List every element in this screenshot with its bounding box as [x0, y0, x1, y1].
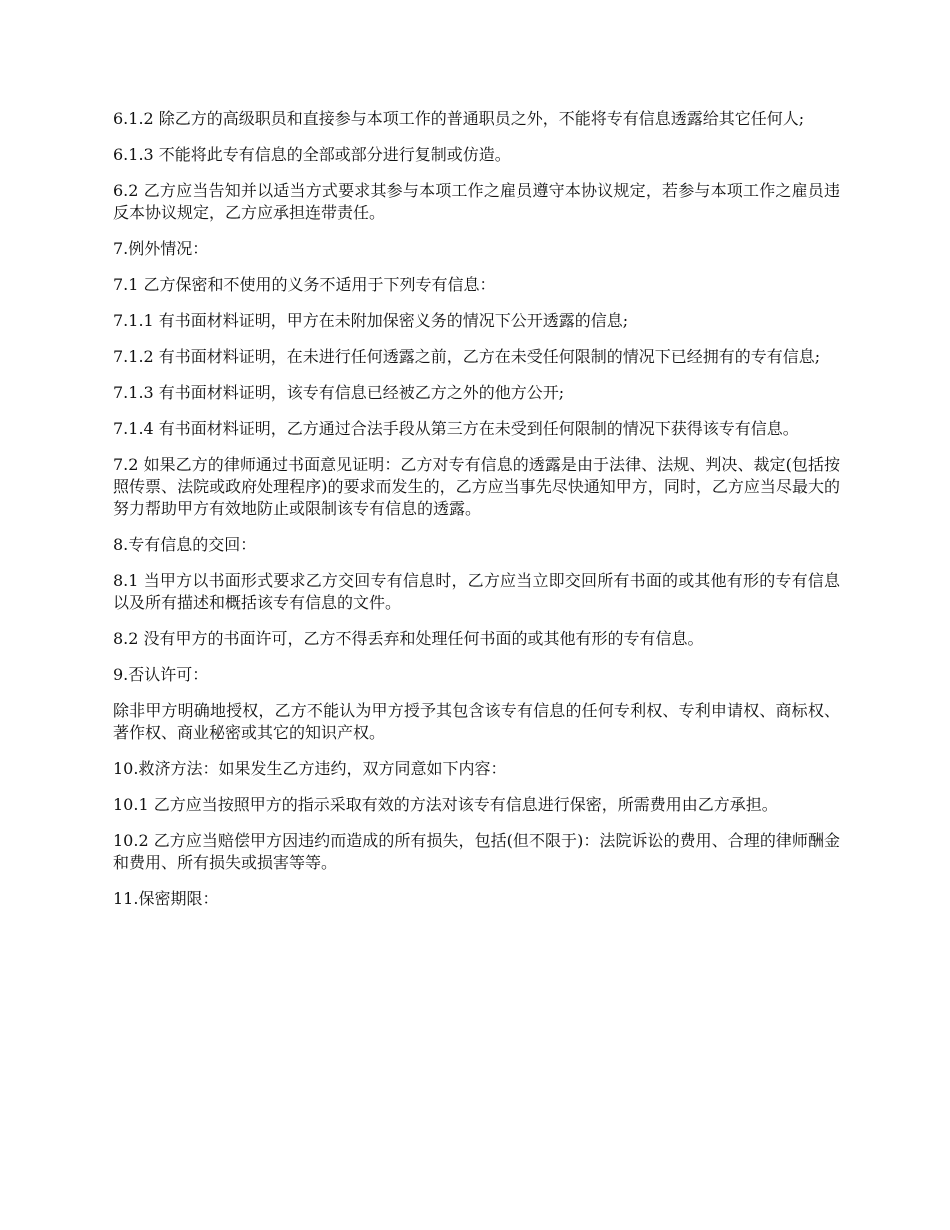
section-7-heading: 7.例外情况：: [113, 239, 209, 258]
clause-7-2: 7.2 如果乙方的律师通过书面意见证明：乙方对专有信息的透露是由于法律、法规、判决、裁定(包括按照传票、法院或政府处理程序)的要求而发生的，乙方应当事先尽快通知甲方，同时，乙方应当尽最大的努力帮助甲方有效地防止或限制该专有信息的透露。: [113, 455, 840, 518]
clause-7-1-2: 7.1.2 有书面材料证明，在未进行任何透露之前，乙方在未受任何限制的情况下已经拥有的专有信息;: [113, 347, 821, 366]
section-9-heading: 9.否认许可：: [113, 665, 209, 684]
clause-7-1-4: 7.1.4 有书面材料证明，乙方通过合法手段从第三方在未受到任何限制的情况下获得该专有信息。: [113, 419, 799, 438]
document-page: [113, 108, 840, 924]
clause-10-1: 10.1 乙方应当按照甲方的指示采取有效的方法对该专有信息进行保密，所需费用由乙方承担。: [113, 795, 778, 814]
clause-6-1-2: 6.1.2 除乙方的高级职员和直接参与本项工作的普通职员之外，不能将专有信息透露给其它任何人;: [113, 109, 805, 128]
section-8-heading: 8.专有信息的交回：: [113, 535, 257, 554]
section-10-heading: 10.救济方法：如果发生乙方违约，双方同意如下内容：: [113, 759, 507, 778]
clause-8-2: 8.2 没有甲方的书面许可，乙方不得丢弃和处理任何书面的或其他有形的专有信息。: [113, 629, 704, 648]
clause-7-1-3: 7.1.3 有书面材料证明，该专有信息已经被乙方之外的他方公开;: [113, 383, 565, 402]
clause-7-1: 7.1 乙方保密和不使用的义务不适用于下列专有信息：: [113, 275, 496, 294]
clause-6-1-3: 6.1.3 不能将此专有信息的全部或部分进行复制或仿造。: [113, 145, 511, 164]
section-9-body: 除非甲方明确地授权，乙方不能认为甲方授予其包含该专有信息的任何专利权、专利申请权、商标权、著作权、商业秘密或其它的知识产权。: [113, 701, 840, 742]
clause-7-1-1: 7.1.1 有书面材料证明，甲方在未附加保密义务的情况下公开透露的信息;: [113, 311, 629, 330]
clause-10-2: 10.2 乙方应当赔偿甲方因违约而造成的所有损失，包括(但不限于)：法院诉讼的费用、合理的律师酬金和费用、所有损失或损害等等。: [113, 831, 840, 872]
section-11-heading: 11.保密期限：: [113, 889, 219, 908]
clause-8-1: 8.1 当甲方以书面形式要求乙方交回专有信息时，乙方应当立即交回所有书面的或其他有形的专有信息以及所有描述和概括该专有信息的文件。: [113, 571, 840, 612]
clause-6-2: 6.2 乙方应当告知并以适当方式要求其参与本项工作之雇员遵守本协议规定，若参与本项工作之雇员违反本协议规定，乙方应承担连带责任。: [113, 181, 840, 222]
